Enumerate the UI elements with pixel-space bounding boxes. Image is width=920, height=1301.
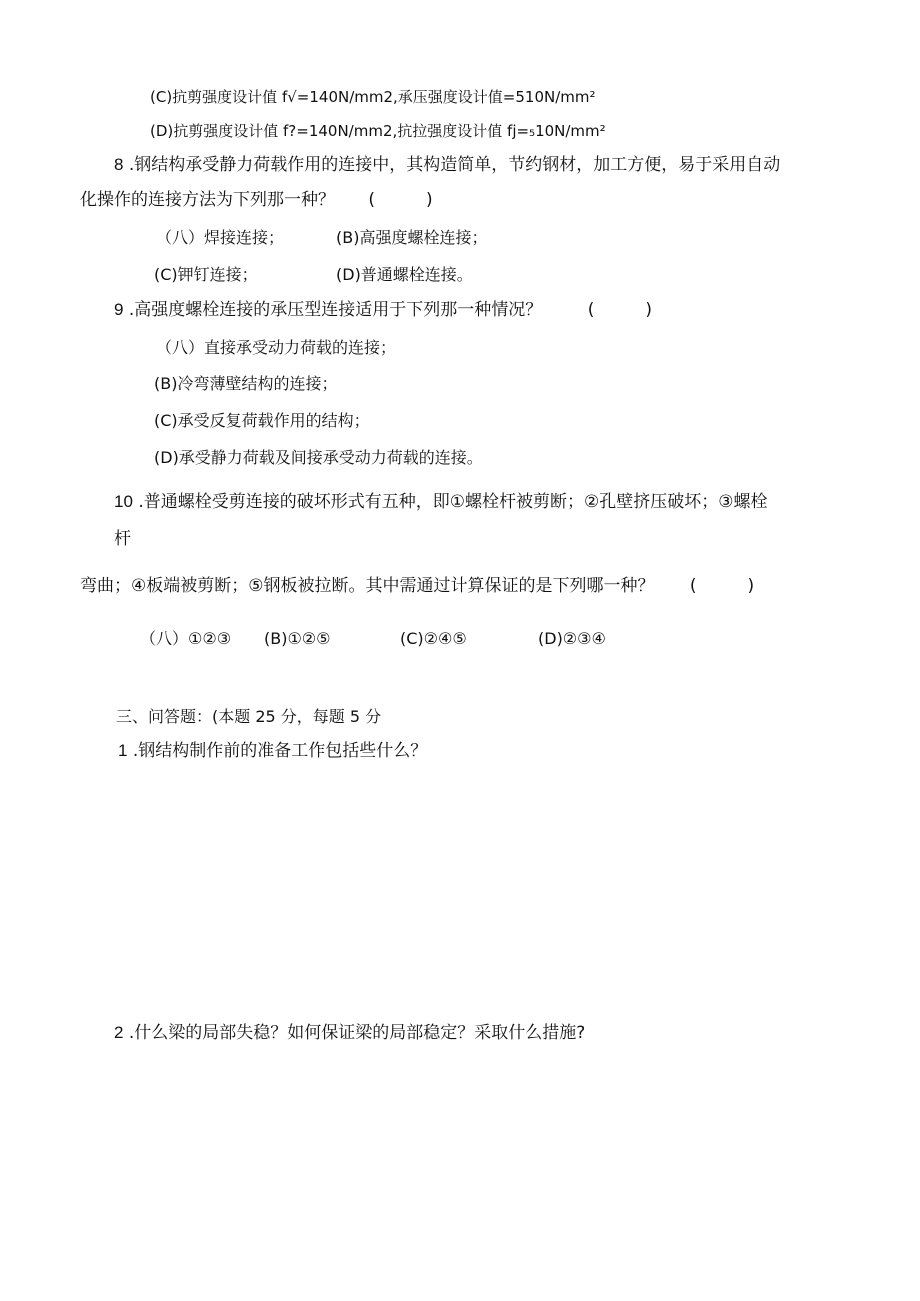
q7-option-c: (C)抗剪强度设计值 f√=140N∕mm2,承压强度设计值=510N∕mm² bbox=[150, 88, 596, 106]
q10-stem-text-3: 弯曲；④板端被剪断；⑤钢板被拉断。其中需通过计算保证的是下列哪一种？ bbox=[80, 576, 655, 596]
q8-stem-text-2: 化操作的连接方法为下列那一种？ bbox=[80, 190, 335, 210]
essay-q1-number: 1 bbox=[118, 741, 128, 760]
q8-answer-blank: ( ) bbox=[368, 190, 433, 210]
q8-option-c: (C)钾钉连接； bbox=[154, 265, 258, 284]
q10-option-c: (C)②④⑤ bbox=[400, 629, 467, 648]
q9-answer-blank: ( ) bbox=[587, 300, 652, 320]
q8-number: 8 bbox=[114, 155, 124, 174]
q10-option-a: （八）①②③ bbox=[140, 629, 232, 648]
q9-number: 9 bbox=[114, 300, 124, 319]
essay-question-1 bbox=[118, 740, 427, 762]
q10-stem-text: .普通螺栓受剪连接的破坏形式有五种，即①螺栓杆被剪断；②孔壁挤压破坏；③螺栓 bbox=[138, 492, 768, 512]
section-title: 三、问答题：(本题 25 分，每题 5 分 bbox=[116, 707, 382, 726]
q8-stem-line2 bbox=[80, 189, 433, 211]
q9-option-d: (D)承受静力荷载及间接承受动力荷载的连接。 bbox=[154, 448, 483, 467]
q10-stem-line3 bbox=[80, 575, 754, 597]
essay-q1-text: .钢结构制作前的准备工作包括些什么？ bbox=[132, 741, 428, 761]
q10-option-d: (D)②③④ bbox=[538, 629, 606, 648]
q10-option-b: (B)①②⑤ bbox=[264, 629, 331, 648]
q8-stem-line1 bbox=[114, 154, 780, 176]
q8-stem-text: .钢结构承受静力荷载作用的连接中，其构造简单，节约钢材，加工方便，易于采用自动 bbox=[128, 155, 781, 175]
q10-number: 10 bbox=[114, 492, 133, 511]
q8-option-a: （八）焊接连接； bbox=[156, 228, 285, 247]
essay-question-2 bbox=[114, 1022, 585, 1044]
q8-option-d: (D)普通螺栓连接。 bbox=[336, 265, 473, 284]
q9-option-b: (B)冷弯薄壁结构的连接； bbox=[154, 374, 338, 393]
essay-q2-number: 2 bbox=[114, 1023, 124, 1042]
essay-q2-text: .什么梁的局部失稳？如何保证梁的局部稳定？采取什么措施? bbox=[128, 1023, 586, 1043]
q9-option-a: （八）直接承受动力荷载的连接； bbox=[156, 338, 397, 357]
q9-option-c: (C)承受反复荷载作用的结构； bbox=[154, 411, 370, 430]
q10-stem-line1 bbox=[114, 491, 767, 513]
q9-stem bbox=[114, 299, 652, 321]
q9-stem-text: .高强度螺栓连接的承压型连接适用于下列那一种情况？ bbox=[128, 300, 543, 320]
q8-option-b: (B)高强度螺栓连接； bbox=[336, 228, 488, 247]
q10-stem-line2: 杆 bbox=[114, 529, 131, 549]
q10-answer-blank: ( ) bbox=[689, 576, 755, 596]
q7-option-d: (D)抗剪强度设计值 f?=140N/mm2,抗拉强度设计值 fj=₅10N∕mm² bbox=[150, 122, 606, 140]
